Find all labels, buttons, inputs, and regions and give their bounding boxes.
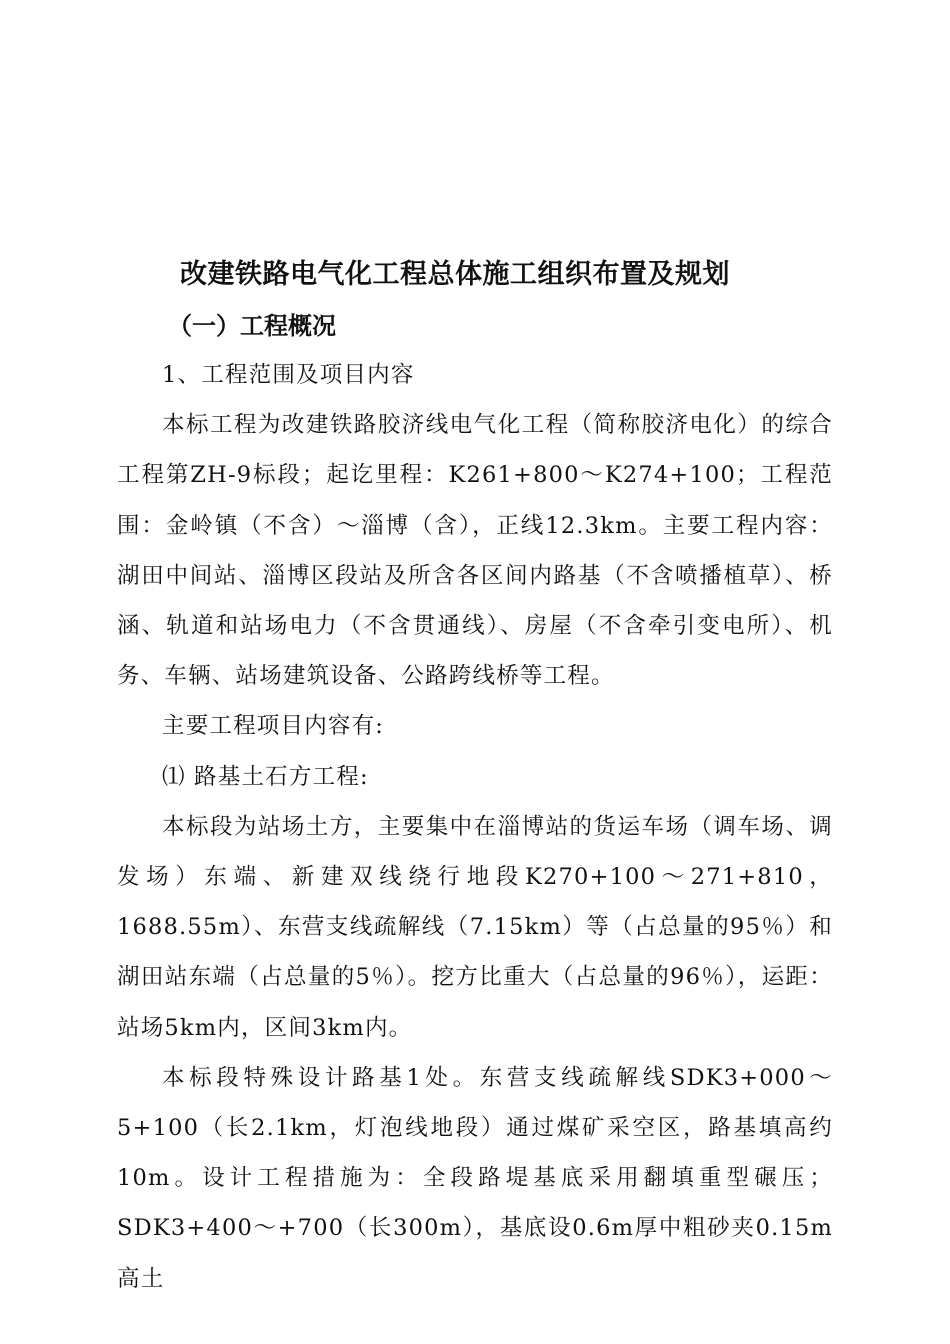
subsection-heading: 1、工程范围及项目内容 bbox=[162, 362, 415, 388]
paragraph: 本标段为站场土方，主要集中在淄博站的货运车场（调车场、调发场）东端、新建双线绕行地段K270+100～271+810，1688.55m）、东营支线疏解线（7.15km）等（占总量的95％）和湖田站东端（占总量的5％）。挖方比重大（占总量的96％），运距：站场5km内，区间3km内。 bbox=[117, 813, 833, 1041]
paragraph: 主要工程项目内容有: bbox=[162, 713, 385, 740]
list-item-heading: ⑴ 路基土石方工程: bbox=[162, 763, 369, 790]
document-body bbox=[117, 350, 833, 1304]
document-title: 改建铁路电气化工程总体施工组织布置及规划 bbox=[180, 259, 730, 290]
paragraph: 本标段特殊设计路基1处。东营支线疏解线SDK3+000～5+100（长2.1km，灯泡线地段）通过煤矿采空区，路基填高约10m。设计工程措施为：全段路堤基底采用翻填重型碾压；SDK3+400～+700（长300m），基底设0.6m厚中粗砂夹0.15m高土 bbox=[117, 1064, 833, 1292]
paragraph: 本标工程为改建铁路胶济线电气化工程（简称胶济电化）的综合工程第ZH-9标段；起讫里程：K261+800～K274+100；工程范围：金岭镇（不含）～淄博（含），正线12.3km。主要工程内容：湖田中间站、淄博区段站及所含各区间内路基（不含喷播植草）、桥涵、轨道和站场电力（不含贯通线）、房屋（不含牵引变电所）、机务、车辆、站场建筑设备、公路跨线桥等工程。 bbox=[117, 412, 833, 690]
section-heading: （一）工程概况 bbox=[168, 312, 336, 340]
